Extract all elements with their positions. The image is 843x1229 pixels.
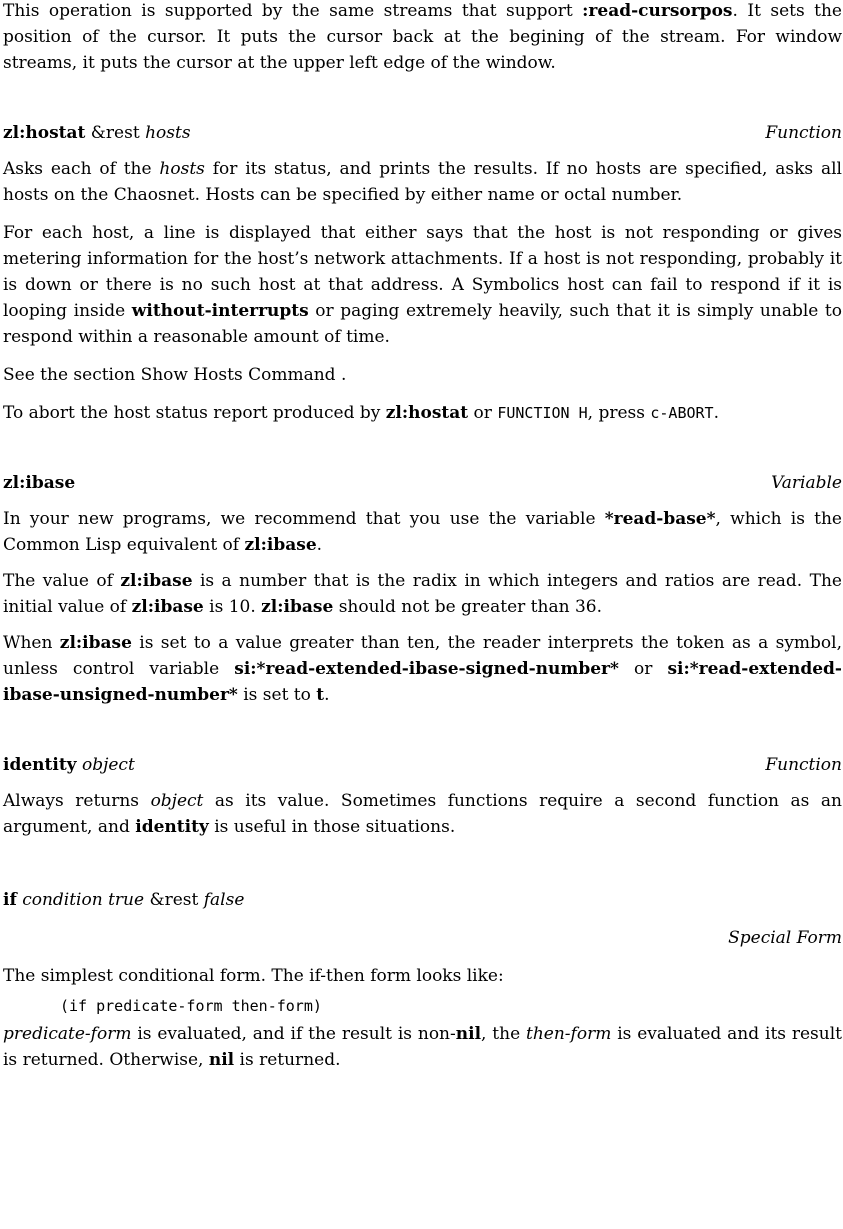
argument: predicate-form xyxy=(3,1024,132,1044)
text: This operation is supported by the same streams that support xyxy=(3,1,583,21)
keyword: zl:ibase xyxy=(261,597,334,617)
argument: false xyxy=(203,890,245,910)
hostat-paragraph-3: See the section Show Hosts Command . xyxy=(3,365,347,385)
text: is returned. xyxy=(234,1050,341,1070)
key-sequence: c-ABORT xyxy=(650,404,714,422)
argument: then-form xyxy=(526,1024,612,1044)
identity-heading xyxy=(3,752,842,778)
argument: true xyxy=(108,890,145,910)
argument: condition xyxy=(22,890,103,910)
keyword: si:*read-extended-ibase-unsigned-number* xyxy=(3,659,842,705)
keyword: zl:ibase xyxy=(131,597,204,617)
keyword: zl:ibase xyxy=(120,571,193,591)
text: . It sets the position of the cursor. It puts the cursor back at the begining of the stream. For window streams, it puts the cursor at the upper left edge of the window. xyxy=(3,1,842,73)
text: When xyxy=(3,633,60,653)
ibase-paragraph-1 xyxy=(3,506,842,558)
keyword: *read-base* xyxy=(604,509,716,529)
text: or paging extremely heavily, such that it is simply unable to respond within a reasonable amount of time. xyxy=(3,301,842,347)
argument: hosts xyxy=(145,123,191,143)
function-name: zl:hostat xyxy=(3,123,86,143)
entry-kind: Function xyxy=(765,755,842,775)
if-signature xyxy=(3,890,244,910)
special-form-name: if xyxy=(3,890,17,910)
key-sequence: FUNCTION H xyxy=(497,404,588,422)
text: is 10. xyxy=(203,597,262,617)
keyword: without-interrupts xyxy=(131,301,309,321)
lambda-keyword: &rest xyxy=(90,123,140,143)
text: Asks each of the xyxy=(3,159,160,179)
keyword: si:*read-extended-ibase-signed-number* xyxy=(234,659,619,679)
text: or xyxy=(618,659,668,679)
text: For each host, a line is displayed that either says that the host is not responding or gives metering information for the host’s network attachments. If a host is not responding, probably it is down or there is no such host at that address. A Symbolics host can fail to respond if it is looping inside xyxy=(3,223,842,321)
argument: object xyxy=(150,791,204,811)
text: or xyxy=(468,403,498,423)
text: , the xyxy=(481,1024,527,1044)
text: . xyxy=(324,685,330,705)
text: . xyxy=(713,403,719,423)
entry-kind: Variable xyxy=(771,473,842,493)
keyword: zl:ibase xyxy=(59,633,132,653)
text: is evaluated and its result is returned. Otherwise, xyxy=(3,1024,842,1070)
keyword: zl:ibase xyxy=(244,535,317,555)
keyword: zl:hostat xyxy=(385,403,469,423)
identity-signature xyxy=(3,752,135,778)
entry-kind: Function xyxy=(765,123,842,143)
if-heading xyxy=(3,887,842,913)
text: as its value. Sometimes functions require a second function as an argument, and xyxy=(3,791,842,837)
hostat-heading xyxy=(3,120,842,146)
keyword: nil xyxy=(455,1024,482,1044)
argument: hosts xyxy=(159,159,205,179)
intro-paragraph xyxy=(3,0,842,76)
if-kind-line xyxy=(3,925,842,951)
hostat-signature xyxy=(3,120,191,146)
ibase-paragraph-3 xyxy=(3,630,842,708)
text: is a number that is the radix in which integers and ratios are read. The initial value of xyxy=(3,571,842,617)
text: , which is the Common Lisp equivalent of xyxy=(3,509,842,555)
keyword: t xyxy=(316,685,325,705)
text: . xyxy=(316,535,323,555)
text: for its status, and prints the results. If no hosts are specified, asks all hosts on the Chaosnet. Hosts can be specified by either name or octal number. xyxy=(3,159,842,205)
if-paragraph-2 xyxy=(3,1021,842,1073)
identity-paragraph-1 xyxy=(3,788,842,840)
text: is set to a value greater than ten, the reader interprets the token as a symbol, unless control variable xyxy=(3,633,842,679)
lambda-keyword: &rest xyxy=(149,890,199,910)
keyword: :read-cursorpos xyxy=(582,1,733,21)
text: should not be greater than 36. xyxy=(333,597,602,617)
hostat-paragraph-2 xyxy=(3,220,842,350)
text: In your new programs, we recommend that you use the variable xyxy=(3,509,605,529)
ibase-heading xyxy=(3,470,842,496)
variable-name: zl:ibase xyxy=(3,473,76,493)
entry-kind: Special Form xyxy=(728,928,842,948)
ibase-paragraph-2 xyxy=(3,568,842,620)
text: is useful in those situations. xyxy=(208,817,456,837)
text: is evaluated, and if the result is non- xyxy=(131,1024,456,1044)
code-example: (if predicate-form then-form) xyxy=(60,997,322,1015)
text: , press xyxy=(587,403,651,423)
text: Always returns xyxy=(3,791,151,811)
hostat-paragraph-1 xyxy=(3,156,842,208)
hostat-paragraph-4 xyxy=(3,400,842,426)
function-name: identity xyxy=(3,755,77,775)
if-paragraph-1: The simplest conditional form. The if-then form looks like: xyxy=(3,966,504,986)
keyword: identity xyxy=(135,817,209,837)
text: is set to xyxy=(237,685,317,705)
text: The value of xyxy=(3,571,121,591)
argument: object xyxy=(81,755,135,775)
keyword: nil xyxy=(208,1050,235,1070)
text: To abort the host status report produced by xyxy=(3,403,386,423)
